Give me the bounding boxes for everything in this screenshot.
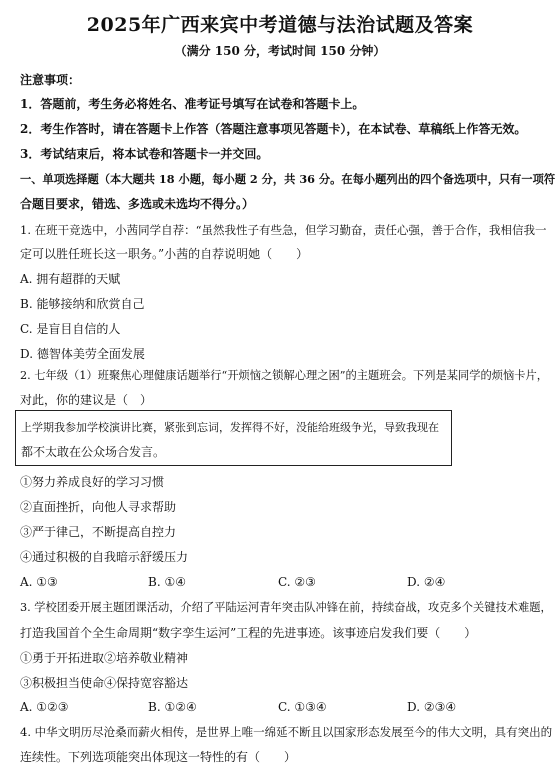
question-3-option-a: A. ①②③ xyxy=(20,700,69,714)
question-2-statement: ③严于律己，不断提高自控力 xyxy=(20,525,177,539)
notes-heading: 注意事项： xyxy=(20,73,81,87)
page-title: 2025年广西来宾中考道德与法治试题及答案 xyxy=(86,14,474,36)
question-2-option-a: A. ①③ xyxy=(20,575,58,589)
question-3-option-d: D. ②③④ xyxy=(407,700,457,714)
question-3-stem: 3. 学校团委开展主题团课活动，介绍了平陆运河青年突击队冲锋在前，持续奋战，攻克多个关键技术难题， xyxy=(20,601,552,614)
question-3-statement: ①勇于开拓进取②培养敬业精神 xyxy=(20,651,189,665)
question-2-statement: ④通过积极的自我暗示舒缓压力 xyxy=(20,550,189,564)
note-item: 2．考生作答时，请在答题卡上作答（答题注意事项见答题卡），在本试卷、草稿纸上作答无效。 xyxy=(20,122,527,136)
question-2-option-c: C. ②③ xyxy=(278,575,316,589)
worry-card xyxy=(15,410,452,466)
question-3-option-b: B. ①②④ xyxy=(148,700,197,714)
question-1-option-c: C. 是盲目自信的人 xyxy=(20,322,121,336)
section-heading: 一、单项选择题（本大题共 18 小题，每小题 2 分，共 36 分。在每小题列出的四个备选项中，只有一项符 xyxy=(20,172,556,186)
page-subtitle: （满分 150 分，考试时间 150 分钟） xyxy=(174,44,386,58)
question-4-stem: 4. 中华文明历尽沧桑而薪火相传，是世界上唯一绵延不断且以国家形态发展至今的伟大文明，具有突出的 xyxy=(20,725,553,739)
note-item: 3．考试结束后，将本试卷和答题卡一并交回。 xyxy=(20,147,269,161)
question-3-statement: ③积极担当使命④保持宽容豁达 xyxy=(20,676,189,690)
question-2-statement: ①努力养成良好的学习习惯 xyxy=(20,475,165,489)
question-1-option-d: D. 德智体美劳全面发展 xyxy=(20,347,145,361)
question-2-option-d: D. ②④ xyxy=(407,575,446,589)
question-3-option-c: C. ①③④ xyxy=(278,700,327,714)
question-1-stem: 1. 在班干竞选中，小茜同学自荐：“虽然我性子有些急，但学习勤奋，责任心强，善于合作，我相信我一 xyxy=(20,223,547,237)
worry-card-text: 上学期我参加学校演讲比赛，紧张到忘词，发挥得不好，没能给班级争光，导致我现在 xyxy=(21,421,439,434)
question-4-stem-cont: 连续性。下列选项能突出体现这一特性的有（ ） xyxy=(20,750,297,764)
question-1-stem-cont: 定可以胜任班长这一职务。”小茜的自荐说明她（ ） xyxy=(20,247,309,261)
question-2-stem-cont: 对此，你的建议是（ ） xyxy=(20,393,153,407)
worry-card-text-cont: 都不太敢在公众场合发言。 xyxy=(21,445,166,459)
question-2-statement: ②直面挫折，向他人寻求帮助 xyxy=(20,500,177,514)
question-3-stem-cont: 打造我国首个全生命周期“数字孪生运河”工程的先进事迹。该事迹启发我们要（ ） xyxy=(20,626,477,640)
question-2-stem: 2. 七年级（1）班聚焦心理健康话题举行“开烦恼之锁解心理之困”的主题班会。下列是某同学的烦恼卡片， xyxy=(20,369,548,382)
question-1-option-a: A. 拥有超群的天赋 xyxy=(20,272,121,286)
note-item: 1．答题前，考生务必将姓名、准考证号填写在试卷和答题卡上。 xyxy=(20,97,365,111)
question-1-option-b: B. 能够接纳和欣赏自己 xyxy=(20,297,145,311)
question-2-option-b: B. ①④ xyxy=(148,575,186,589)
section-heading-cont: 合题目要求，错选、多选或未选均不得分。） xyxy=(20,197,255,211)
